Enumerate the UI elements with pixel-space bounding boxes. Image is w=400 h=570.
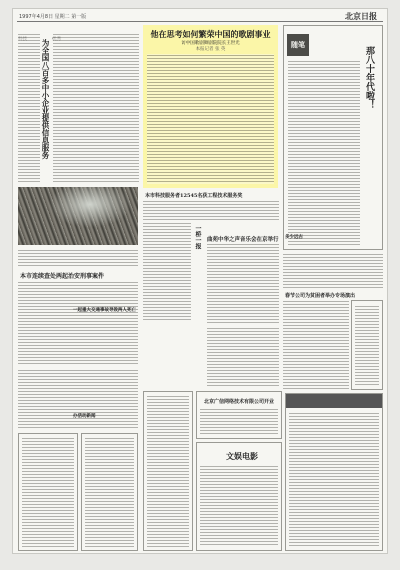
ad-block-brand — [196, 442, 282, 551]
middle-text-1 — [143, 200, 279, 220]
middle-vertical-headline: 一桥一报 — [194, 225, 201, 249]
right-feature — [283, 25, 383, 250]
right-headline: 那八十年代啦！ — [364, 46, 374, 109]
ad-block-main — [196, 391, 282, 439]
left-bottom-text — [18, 281, 138, 365]
right-sidebar-box — [351, 300, 383, 390]
right-sub-label: 多少远古 — [285, 235, 303, 240]
newspaper-page — [12, 8, 388, 554]
photo-caption — [18, 249, 138, 267]
ad-title: 北京广信网络技术有限公司开业 — [203, 399, 274, 405]
newspaper-name: 北京日报 — [345, 12, 377, 21]
left-top-labels — [18, 25, 138, 31]
ad-brand: 文娱电影 — [226, 451, 258, 461]
right-bottom-ad — [285, 393, 383, 551]
masthead-rule — [17, 21, 383, 22]
issue-date: 1997年4月8日 星期二 第一版 — [19, 14, 87, 20]
left-text-block-b — [53, 33, 139, 183]
classified-text-1 — [22, 437, 74, 547]
right-bottom-ad-text — [289, 412, 379, 547]
right-body — [288, 60, 360, 245]
middle-headline-1: 本市科技服务者12545名获工程技术服务奖 — [145, 193, 243, 199]
left-text-block-a — [18, 33, 40, 183]
lower-headline-left: 一起重大交通事故导致两人死亡 — [73, 308, 136, 313]
left-bottom-headline: 本市连续查处两起治安刑事案件 — [20, 273, 105, 280]
right-bottom-ad-banner — [286, 394, 382, 408]
right-box-headline: 春节公司为贫困者举办专场演出 — [285, 293, 356, 299]
middle-text-2 — [143, 222, 191, 322]
lead-byline: 本报记者 张 英 — [195, 47, 226, 52]
lead-subhead: 访中国歌剧舞剧院院长王世光 — [181, 41, 240, 46]
middle-text-4 — [207, 327, 279, 387]
lead-body — [147, 54, 274, 184]
lead-article — [143, 25, 278, 188]
ad-brand-text — [200, 465, 278, 547]
section-label-essay: 随笔 — [287, 34, 309, 56]
classified-block-3 — [143, 391, 193, 551]
right-mid-text — [283, 253, 383, 289]
classified-text-3 — [147, 395, 189, 547]
lead-headline: 他在思考如何繁荣中国的歌剧事业 — [150, 29, 271, 39]
left-main-headline: 为全国八百多中小企业提供信息服务 — [41, 39, 50, 159]
lower-left-text — [18, 369, 138, 429]
middle-text-3 — [207, 243, 279, 323]
news-photo — [18, 187, 138, 245]
classified-block-2 — [81, 433, 138, 551]
right-sidebar-text — [355, 305, 379, 385]
lower-headline-mid: 办活动新闻 — [73, 414, 96, 419]
ad-text — [200, 408, 278, 434]
classified-block-1 — [18, 433, 78, 551]
middle-headline-2: 曲苑中华之声音乐会在京举行 — [207, 237, 279, 243]
right-box-text — [283, 300, 349, 390]
classified-text-2 — [85, 437, 134, 547]
